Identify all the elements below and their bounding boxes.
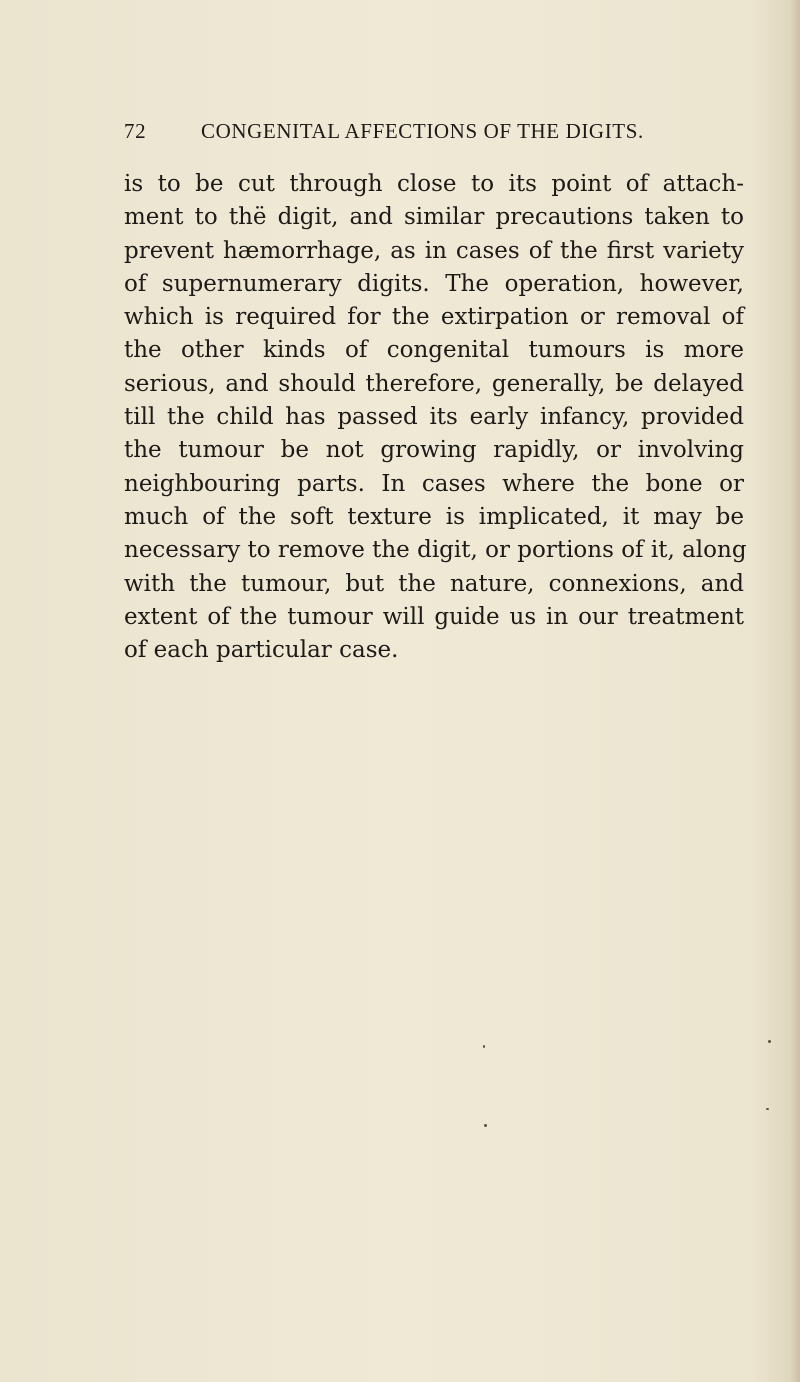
text-line: the other kinds of congenital tumours is more [124,337,744,364]
text-line: till the child has passed its early infancy, provided [124,404,744,431]
body-paragraph [124,168,747,667]
text-line: necessary to remove the digit, or portions of it, along [124,537,747,564]
text-line: which is required for the extirpation or removal of [124,304,744,331]
text-line: serious, and should therefore, generally, be delayed [124,370,744,397]
page-number: 72 [124,119,147,143]
text-line: of supernumerary digits. The operation, however, [124,270,744,297]
running-head [124,119,684,149]
text-line: prevent hæmorrhage, as in cases of the first variety [124,237,744,264]
paper-speck [768,1040,771,1043]
paper-speck [484,1124,487,1127]
paper-speck [766,1108,769,1110]
text-line: much of the soft texture is implicated, it may be [124,503,744,530]
running-head-title: CONGENITAL AFFECTIONS OF THE DIGITS. [201,119,644,143]
text-line: the tumour be not growing rapidly, or involving [124,437,744,464]
paper-speck [483,1045,485,1048]
text-line: extent of the tumour will guide us in our treatment [124,603,744,630]
text-line: of each particular case. [124,637,399,664]
text-line: is to be cut through close to its point of attach- [124,171,744,197]
text-line: neighbouring parts. In cases where the bone or [124,470,744,497]
text-line: with the tumour, but the nature, connexions, and [124,570,744,597]
text-line: ment to thë digit, and similar precautions taken to [124,204,744,231]
page-edge-shadow [790,0,800,1382]
